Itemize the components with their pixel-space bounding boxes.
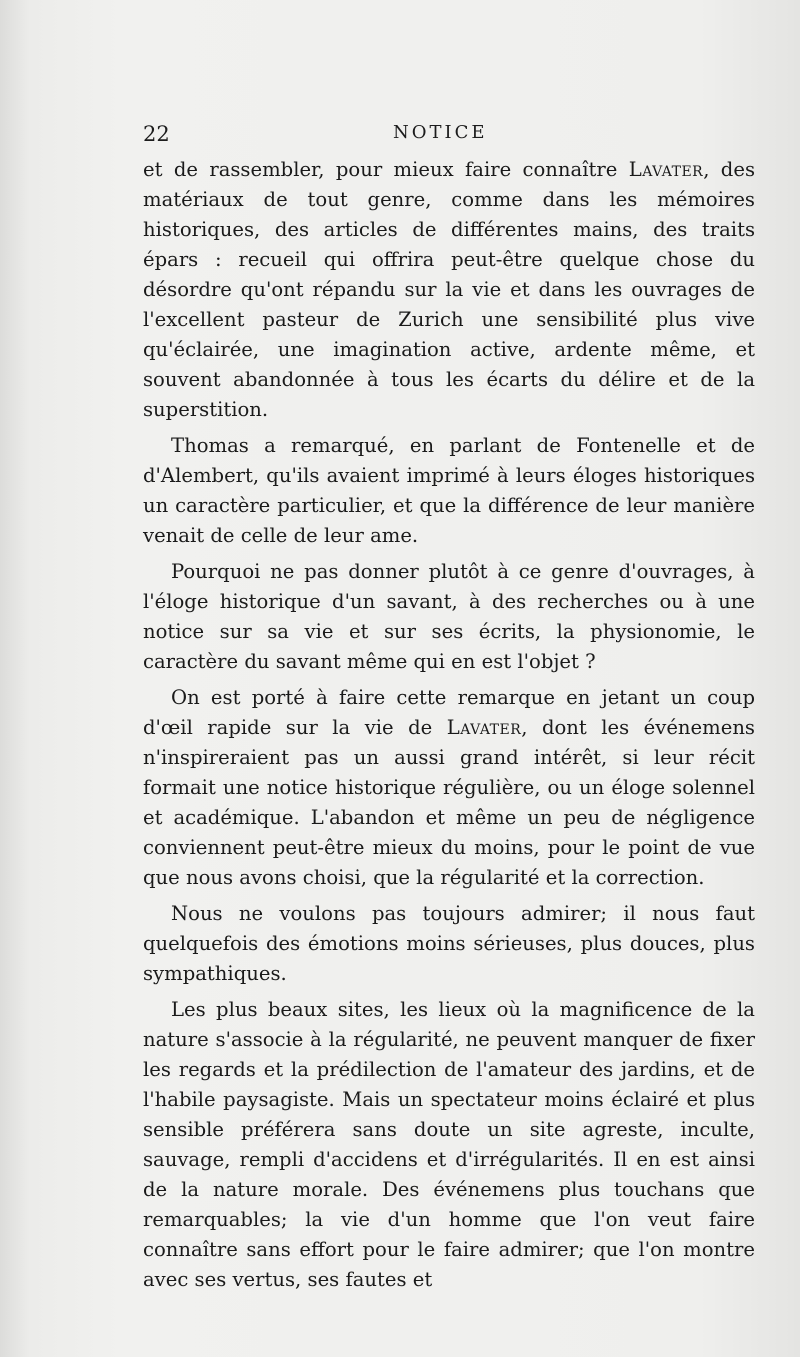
paragraph-5: Nous ne voulons pas toujours admirer; il nous faut quelquefois des émotions moins sérieuses, plus douces, plus sympathiques. — [143, 902, 755, 985]
paragraph-1: et de rassembler, pour mieux faire connaître Lavater, des matériaux de tout genre, comme dans les mémoires historiques, des articles de différentes mains, des traits épars : recueil qui offrira peut-être quelque chose du désordre qu'ont répandu sur la vie et dans les ouvrages de l'excellent pasteur de Zurich une sensibilité plus vive qu'éclairée, une imagination active, ardente même, et souvent abandonnée à tous les écarts du délire et de la superstition. — [143, 158, 755, 421]
name-lavater: Lavater — [446, 716, 522, 739]
paragraph-6: Les plus beaux sites, les lieux où la magnificence de la nature s'associe à la régularité, ne peuvent manquer de fixer les regards et la prédilection de l'amateur des jardins, et de l'habile paysagiste. Mais un spectateur moins éclairé et plus sensible préférera sans doute un site agreste, inculte, sauvage, rempli d'accidens et d'irrégularités. Il en est ainsi de la nature morale. Des événemens plus touchans que remarquables; la vie d'un homme que l'on veut faire connaître sans effort pour le faire admirer; que l'on montre avec ses vertus, ses fautes et — [143, 998, 755, 1291]
running-title: NOTICE — [393, 122, 488, 143]
paragraph-3: Pourquoi ne pas donner plutôt à ce genre d'ouvrages, à l'éloge historique d'un savant, à des recherches ou à une notice sur sa vie et sur ses écrits, la physionomie, le caractère du savant même qui en est l'objet ? — [143, 560, 755, 673]
page-header — [143, 118, 755, 148]
paragraph-2: Thomas a remarqué, en parlant de Fontenelle et de d'Alembert, qu'ils avaient imprimé à leurs éloges historiques un caractère particulier, et que la différence de leur manière venait de celle de leur ame. — [143, 434, 755, 547]
paragraph-4: On est porté à faire cette remarque en jetant un coup d'œil rapide sur la vie de Lavater, dont les événemens n'inspireraient pas un aussi grand intérêt, si leur récit formait une notice historique régulière, ou un éloge solennel et académique. L'abandon et même un peu de négligence conviennent peut-être mieux du moins, pour le point de vue que nous avons choisi, que la régularité et la correction. — [143, 686, 755, 889]
name-lavater: Lavater — [628, 158, 704, 181]
page-number: 22 — [143, 122, 170, 146]
body-text — [143, 155, 755, 1301]
